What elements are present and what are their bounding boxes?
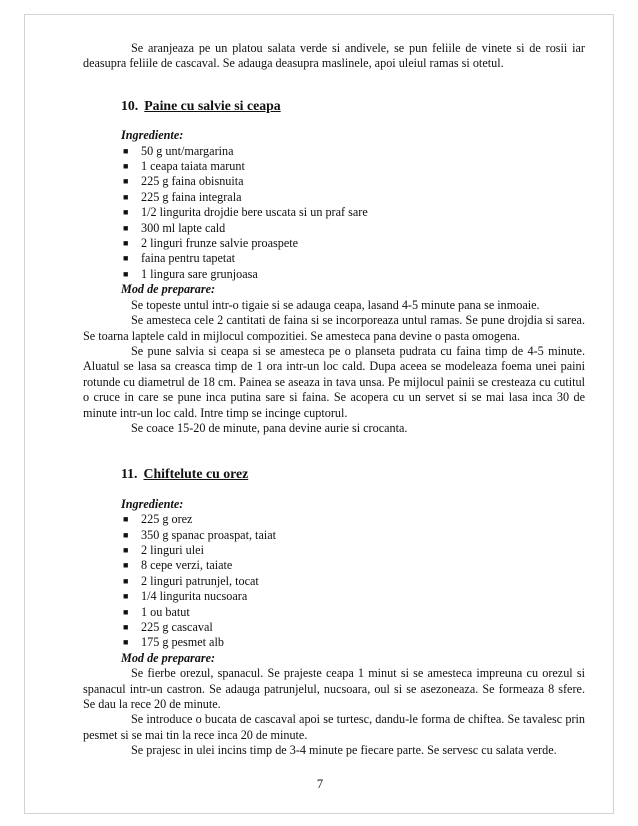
method-label: Mod de preparare: — [121, 282, 216, 297]
list-item: ■ 1 ceapa taiata marunt — [123, 159, 245, 174]
list-item: ■ 225 g cascaval — [123, 620, 213, 634]
list-item: ■ 1/2 lingurita drojdie bere uscata si un praf sare — [123, 205, 368, 220]
ingredients-list — [83, 512, 585, 651]
method-paragraph: Se prajesc in ulei incins timp de 3-4 minute pe fiecare parte. Se servesc cu salata verde. — [131, 743, 557, 758]
list-item: ■ 1 ou batut — [123, 604, 190, 619]
list-item: ■ 225 g orez — [123, 512, 193, 527]
method-paragraph: Se fierbe orezul, spanacul. Se prajeste ceapa 1 minut si se amesteca impreuna cu orezul si spanacul intr-un castron. Se adauga patrunjelul, nucsoara, oul si se asezoneaza. Se formeaza 8 sfere. Se dau la rece 20 de minute. — [83, 666, 585, 712]
recipe-number: 11. — [121, 466, 138, 482]
bullet-icon: ■ — [123, 176, 129, 187]
intro-paragraph: Se aranjeaza pe un platou salata verde si andivele, se pun feliile de vinete si de rosii iar deasupra feliile de cascaval. Se adauga deasupra maslinele, apoi uleiul ramas si otetul. — [83, 41, 585, 71]
method-paragraph: Se introduce o bucata de cascaval apoi se turtesc, dandu-le forma de chiftea. Se tavalesc prin pesmet si se mai tin la rece inca 20 de minute. — [83, 712, 585, 742]
bullet-icon: ■ — [123, 591, 129, 602]
bullet-icon: ■ — [123, 529, 129, 540]
bullet-icon: ■ — [123, 238, 129, 249]
page-content — [83, 41, 585, 759]
bullet-icon: ■ — [123, 145, 129, 156]
recipe-number: 10. — [121, 97, 139, 113]
bullet-icon: ■ — [123, 544, 129, 555]
bullet-icon: ■ — [123, 575, 129, 586]
list-item: ■ 8 cepe verzi, taiate — [123, 558, 233, 573]
list-item: ■ 1 lingura sare grunjoasa — [123, 266, 258, 281]
method-paragraph: Se pune salvia si ceapa si se amesteca pe o planseta pudrata cu faina timp de 4-5 minute. Aluatul se lasa sa creasca timp de 1 ora intr-un loc cald. Dupa aceea se modeleaza foema unei paini rotunde cu diametrul de 18 cm. Painea se aseaza in tava unsa. Pe mijlocul painii se cresteaza cu cutitul o cruce in care se pune inca putina sare si faina. Se acopera cu un servet si se mai lasa inca 30 de minute intr-un loc cald. Intre timp se incinge cuptorul. — [83, 343, 585, 420]
bullet-icon: ■ — [123, 606, 129, 617]
recipe-heading-11 — [121, 466, 585, 481]
list-item: ■ 225 g faina integrala — [123, 189, 242, 204]
bullet-icon: ■ — [123, 253, 129, 264]
method-label: Mod de preparare: — [121, 650, 216, 665]
list-item: ■ 2 linguri ulei — [123, 542, 204, 557]
page-number: 7 — [316, 777, 324, 791]
list-item: ■ 2 linguri patrunjel, tocat — [123, 573, 259, 588]
document-page — [24, 14, 614, 814]
method-paragraph: Se amesteca cele 2 cantitati de faina si se incorporeaza untul ramas. Se pune drojdia si sarea. Se toarna laptele cald in mijlocul compozitiei. Se amesteca pana devine o pasta omogena. — [83, 313, 585, 343]
bullet-icon: ■ — [123, 268, 129, 279]
list-item: ■ 2 linguri frunze salvie proaspete — [123, 236, 299, 251]
list-item: ■ 175 g pesmet alb — [123, 635, 224, 650]
ingredients-label: Ingrediente: — [121, 496, 184, 511]
recipe-title: Chiftelute cu orez — [143, 466, 249, 482]
ingredients-label: Ingrediente: — [121, 128, 184, 143]
bullet-icon: ■ — [123, 560, 129, 571]
bullet-icon: ■ — [123, 622, 129, 632]
list-item: ■ 50 g unt/margarina — [123, 143, 234, 158]
bullet-icon: ■ — [123, 222, 129, 233]
recipe-title: Paine cu salvie si ceapa — [144, 97, 281, 113]
list-item: ■ 300 ml lapte cald — [123, 220, 226, 235]
bullet-icon: ■ — [123, 191, 129, 202]
bullet-icon: ■ — [123, 637, 129, 648]
bullet-icon: ■ — [123, 161, 129, 172]
method-paragraph: Se topeste untul intr-o tigaie si se adauga ceapa, lasand 4-5 minute pana se inmoaie. — [131, 297, 540, 312]
ingredients-list — [83, 144, 585, 283]
list-item: ■ faina pentru tapetat — [123, 251, 236, 266]
method-paragraph: Se coace 15-20 de minute, pana devine aurie si crocanta. — [131, 420, 408, 435]
bullet-icon: ■ — [123, 514, 129, 525]
bullet-icon: ■ — [123, 207, 129, 218]
recipe-heading-10 — [121, 98, 585, 113]
list-item: ■ 1/4 lingurita nucsoara — [123, 589, 248, 604]
list-item: ■ 225 g faina obisnuita — [123, 174, 244, 189]
list-item: ■ 350 g spanac proaspat, taiat — [123, 527, 277, 542]
